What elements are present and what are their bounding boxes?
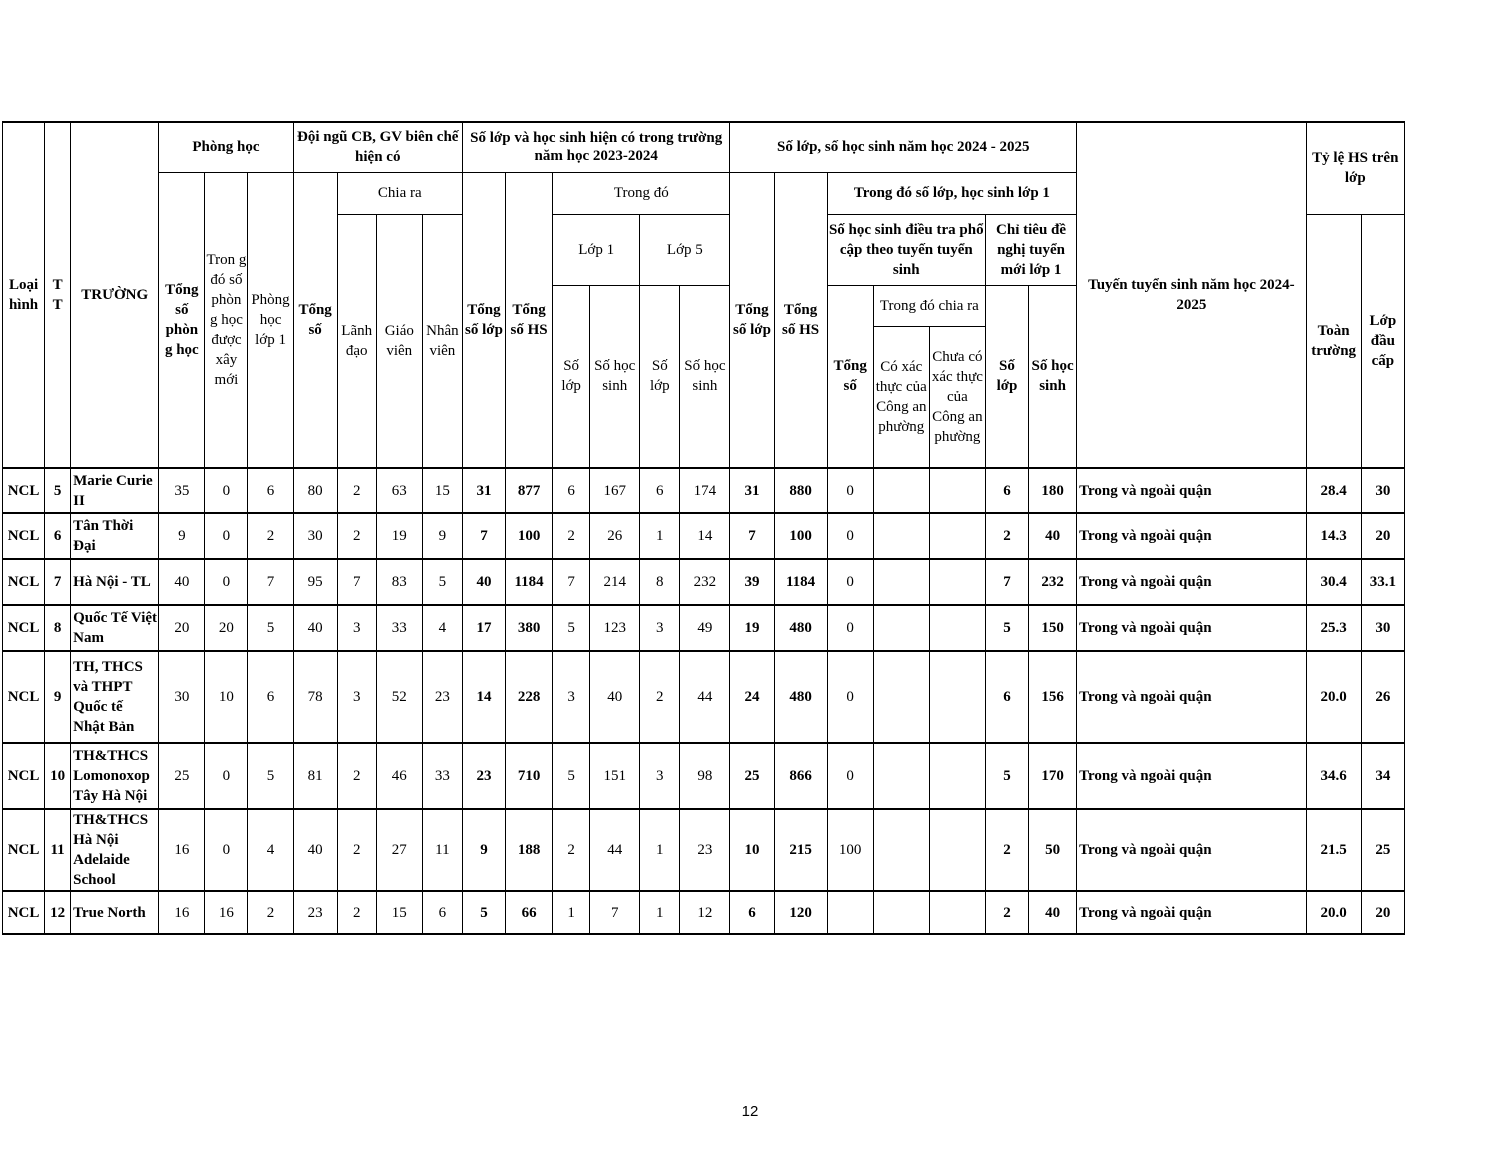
cell-tong-hs: 100 xyxy=(506,513,553,559)
cell-tong-phong: 40 xyxy=(159,559,205,605)
cell-tong-hs-2: 215 xyxy=(774,809,827,891)
cell-truong: TH&THCS Hà Nội Adelaide School xyxy=(71,809,159,891)
cell-xay-moi: 0 xyxy=(205,559,248,605)
cell-doi-ngu-tong: 81 xyxy=(293,743,337,809)
header-dt-tong-so: Tổng số xyxy=(827,285,873,468)
cell-tt: 11 xyxy=(45,809,71,891)
cell-l5-so-hs: 49 xyxy=(680,605,730,651)
cell-tong-hs-2: 100 xyxy=(774,513,827,559)
cell-lanh-dao: 3 xyxy=(337,651,376,743)
cell-lanh-dao: 2 xyxy=(337,468,376,513)
cell-tong-hs: 1184 xyxy=(506,559,553,605)
school-enrollment-table xyxy=(2,121,1405,935)
cell-lanh-dao: 2 xyxy=(337,513,376,559)
table-row xyxy=(3,513,1405,559)
cell-ct-so-lop: 2 xyxy=(985,809,1028,891)
cell-nhan-vien: 4 xyxy=(422,605,462,651)
cell-toan-truong: 20.0 xyxy=(1306,891,1361,934)
cell-ct-so-hs: 40 xyxy=(1029,513,1077,559)
cell-xay-moi: 20 xyxy=(205,605,248,651)
cell-xay-moi: 16 xyxy=(205,891,248,934)
cell-l1-so-lop: 7 xyxy=(553,559,590,605)
cell-lop-dau-cap: 30 xyxy=(1361,468,1404,513)
header-lop-dau-cap: Lớp đầu cấp xyxy=(1361,214,1404,468)
header-chi-tieu: Chỉ tiêu đề nghị tuyển mới lớp 1 xyxy=(985,214,1076,285)
header-trong-do-chia-ra: Trong đó chia ra xyxy=(873,285,985,326)
cell-xay-moi: 0 xyxy=(205,809,248,891)
cell-l1-so-lop: 2 xyxy=(553,513,590,559)
cell-co-xac-thuc xyxy=(873,468,929,513)
cell-xay-moi: 10 xyxy=(205,651,248,743)
cell-nhan-vien: 6 xyxy=(422,891,462,934)
cell-l5-so-lop: 2 xyxy=(640,651,680,743)
cell-truong: Tân Thời Đại xyxy=(71,513,159,559)
cell-l1-so-lop: 6 xyxy=(553,468,590,513)
cell-loai-hinh: NCL xyxy=(3,513,45,559)
cell-giao-vien: 15 xyxy=(376,891,422,934)
cell-tt: 8 xyxy=(45,605,71,651)
cell-tong-phong: 35 xyxy=(159,468,205,513)
cell-lop-dau-cap: 20 xyxy=(1361,513,1404,559)
table-row xyxy=(3,559,1405,605)
cell-lop-dau-cap: 33.1 xyxy=(1361,559,1404,605)
cell-nhan-vien: 33 xyxy=(422,743,462,809)
header-loai-hinh: Loại hình xyxy=(3,122,45,468)
cell-tuyen: Trong và ngoài quận xyxy=(1077,605,1306,651)
header-trong-do-lop1: Trong đó số lớp, học sinh lớp 1 xyxy=(827,172,1077,214)
header-lop5: Lớp 5 xyxy=(640,214,730,285)
header-tong-so-phong-hoc: Tổng số phòn g học xyxy=(159,172,205,468)
cell-tuyen: Trong và ngoài quận xyxy=(1077,559,1306,605)
page-number: 12 xyxy=(741,1103,759,1120)
cell-lop-dau-cap: 26 xyxy=(1361,651,1404,743)
cell-ct-so-hs: 180 xyxy=(1029,468,1077,513)
cell-phong-lop1: 7 xyxy=(248,559,293,605)
cell-l1-so-hs: 40 xyxy=(590,651,640,743)
header-trong-do: Trong đó xyxy=(553,172,730,214)
cell-doi-ngu-tong: 80 xyxy=(293,468,337,513)
cell-co-xac-thuc xyxy=(873,809,929,891)
cell-lanh-dao: 2 xyxy=(337,891,376,934)
cell-dt-tong: 0 xyxy=(827,605,873,651)
cell-l5-so-lop: 1 xyxy=(640,809,680,891)
cell-phong-lop1: 2 xyxy=(248,513,293,559)
cell-chua-xac-thuc xyxy=(929,559,985,605)
cell-tong-phong: 30 xyxy=(159,651,205,743)
cell-truong: TH&THCS Lomonoxop Tây Hà Nội xyxy=(71,743,159,809)
cell-tong-hs-2: 880 xyxy=(774,468,827,513)
cell-co-xac-thuc xyxy=(873,559,929,605)
header-doi-ngu: Đội ngũ CB, GV biên chế hiện có xyxy=(293,122,462,172)
cell-tong-lop: 14 xyxy=(462,651,505,743)
cell-doi-ngu-tong: 78 xyxy=(293,651,337,743)
cell-tong-phong: 20 xyxy=(159,605,205,651)
cell-dt-tong: 0 xyxy=(827,559,873,605)
cell-chua-xac-thuc xyxy=(929,605,985,651)
cell-l5-so-hs: 23 xyxy=(680,809,730,891)
table-row xyxy=(3,651,1405,743)
header-doi-ngu-tong-so: Tổng số xyxy=(293,172,337,468)
cell-tong-phong: 25 xyxy=(159,743,205,809)
cell-tong-lop: 9 xyxy=(462,809,505,891)
table-row xyxy=(3,605,1405,651)
cell-tong-phong: 16 xyxy=(159,809,205,891)
cell-nhan-vien: 23 xyxy=(422,651,462,743)
header-l5-so-lop: Số lớp xyxy=(640,285,680,468)
cell-tong-lop: 5 xyxy=(462,891,505,934)
header-chia-ra: Chia ra xyxy=(337,172,462,214)
cell-tuyen: Trong và ngoài quận xyxy=(1077,513,1306,559)
cell-toan-truong: 30.4 xyxy=(1306,559,1361,605)
cell-l1-so-hs: 151 xyxy=(590,743,640,809)
cell-tong-lop-2: 7 xyxy=(730,513,774,559)
cell-tt: 5 xyxy=(45,468,71,513)
cell-tong-hs-2: 1184 xyxy=(774,559,827,605)
cell-ct-so-hs: 232 xyxy=(1029,559,1077,605)
cell-phong-lop1: 6 xyxy=(248,468,293,513)
cell-ct-so-lop: 5 xyxy=(985,743,1028,809)
cell-phong-lop1: 4 xyxy=(248,809,293,891)
cell-l5-so-lop: 8 xyxy=(640,559,680,605)
cell-truong: Quốc Tế Việt Nam xyxy=(71,605,159,651)
cell-toan-truong: 21.5 xyxy=(1306,809,1361,891)
cell-doi-ngu-tong: 40 xyxy=(293,809,337,891)
cell-tong-hs-2: 866 xyxy=(774,743,827,809)
cell-dt-tong xyxy=(827,891,873,934)
cell-giao-vien: 83 xyxy=(376,559,422,605)
header-giao-vien: Giáo viên xyxy=(376,214,422,468)
header-so-lop-2024: Số lớp, số học sinh năm học 2024 - 2025 xyxy=(730,122,1077,172)
cell-loai-hinh: NCL xyxy=(3,891,45,934)
cell-l5-so-lop: 1 xyxy=(640,513,680,559)
header-l1-so-lop: Số lớp xyxy=(553,285,590,468)
cell-nhan-vien: 11 xyxy=(422,809,462,891)
cell-tt: 7 xyxy=(45,559,71,605)
cell-lanh-dao: 3 xyxy=(337,605,376,651)
cell-tt: 6 xyxy=(45,513,71,559)
header-so-lop-hien-co: Số lớp và học sinh hiện có trong trường năm học 2023-2024 xyxy=(462,122,730,172)
cell-lanh-dao: 2 xyxy=(337,743,376,809)
cell-tong-lop: 7 xyxy=(462,513,505,559)
cell-loai-hinh: NCL xyxy=(3,605,45,651)
cell-l1-so-lop: 1 xyxy=(553,891,590,934)
cell-loai-hinh: NCL xyxy=(3,651,45,743)
cell-loai-hinh: NCL xyxy=(3,809,45,891)
cell-lanh-dao: 2 xyxy=(337,809,376,891)
cell-loai-hinh: NCL xyxy=(3,559,45,605)
cell-doi-ngu-tong: 40 xyxy=(293,605,337,651)
cell-toan-truong: 14.3 xyxy=(1306,513,1361,559)
cell-giao-vien: 19 xyxy=(376,513,422,559)
header-ct-so-lop: Số lớp xyxy=(985,285,1028,468)
cell-l5-so-lop: 3 xyxy=(640,743,680,809)
cell-loai-hinh: NCL xyxy=(3,743,45,809)
cell-truong: Marie Curie II xyxy=(71,468,159,513)
cell-chua-xac-thuc xyxy=(929,743,985,809)
cell-giao-vien: 46 xyxy=(376,743,422,809)
cell-l5-so-lop: 6 xyxy=(640,468,680,513)
cell-tong-lop-2: 24 xyxy=(730,651,774,743)
header-ty-le: Tỷ lệ HS trên lớp xyxy=(1306,122,1404,214)
cell-doi-ngu-tong: 95 xyxy=(293,559,337,605)
cell-tt: 10 xyxy=(45,743,71,809)
cell-tong-lop: 23 xyxy=(462,743,505,809)
cell-l1-so-lop: 3 xyxy=(553,651,590,743)
cell-xay-moi: 0 xyxy=(205,513,248,559)
header-l1-so-hs: Số học sinh xyxy=(590,285,640,468)
cell-phong-lop1: 5 xyxy=(248,743,293,809)
cell-tong-lop: 17 xyxy=(462,605,505,651)
cell-co-xac-thuc xyxy=(873,513,929,559)
cell-chua-xac-thuc xyxy=(929,891,985,934)
cell-tong-lop-2: 39 xyxy=(730,559,774,605)
cell-l1-so-lop: 5 xyxy=(553,605,590,651)
header-so-hs-dieu-tra: Số học sinh điều tra phổ cập theo tuyến tuyển sinh xyxy=(827,214,985,285)
cell-chua-xac-thuc xyxy=(929,468,985,513)
cell-lop-dau-cap: 25 xyxy=(1361,809,1404,891)
cell-xay-moi: 0 xyxy=(205,743,248,809)
cell-tong-hs: 710 xyxy=(506,743,553,809)
cell-giao-vien: 27 xyxy=(376,809,422,891)
cell-loai-hinh: NCL xyxy=(3,468,45,513)
cell-doi-ngu-tong: 30 xyxy=(293,513,337,559)
cell-tong-hs: 877 xyxy=(506,468,553,513)
cell-ct-so-lop: 6 xyxy=(985,651,1028,743)
cell-l5-so-hs: 14 xyxy=(680,513,730,559)
header-tong-so-hs-2: Tổng số HS xyxy=(774,172,827,468)
cell-l5-so-hs: 98 xyxy=(680,743,730,809)
header-toan-truong: Toàn trường xyxy=(1306,214,1361,468)
header-tong-so-lop-2: Tổng số lớp xyxy=(730,172,774,468)
cell-dt-tong: 0 xyxy=(827,513,873,559)
cell-lop-dau-cap: 20 xyxy=(1361,891,1404,934)
cell-tong-hs-2: 480 xyxy=(774,651,827,743)
cell-toan-truong: 20.0 xyxy=(1306,651,1361,743)
table-row xyxy=(3,809,1405,891)
cell-truong: TH, THCS và THPT Quốc tế Nhật Bản xyxy=(71,651,159,743)
header-phong-hoc: Phòng học xyxy=(159,122,293,172)
cell-ct-so-lop: 5 xyxy=(985,605,1028,651)
cell-lop-dau-cap: 30 xyxy=(1361,605,1404,651)
cell-xay-moi: 0 xyxy=(205,468,248,513)
cell-dt-tong: 0 xyxy=(827,468,873,513)
cell-nhan-vien: 5 xyxy=(422,559,462,605)
table-row xyxy=(3,743,1405,809)
cell-phong-lop1: 2 xyxy=(248,891,293,934)
cell-l1-so-hs: 26 xyxy=(590,513,640,559)
cell-l1-so-hs: 123 xyxy=(590,605,640,651)
cell-truong: True North xyxy=(71,891,159,934)
cell-toan-truong: 25.3 xyxy=(1306,605,1361,651)
cell-tuyen: Trong và ngoài quận xyxy=(1077,809,1306,891)
cell-tuyen: Trong và ngoài quận xyxy=(1077,743,1306,809)
header-tuyen: Tuyến tuyển sinh năm học 2024-2025 xyxy=(1077,122,1306,468)
cell-truong: Hà Nội - TL xyxy=(71,559,159,605)
cell-tong-lop-2: 10 xyxy=(730,809,774,891)
cell-tong-hs: 380 xyxy=(506,605,553,651)
cell-tong-lop-2: 6 xyxy=(730,891,774,934)
cell-l1-so-hs: 7 xyxy=(590,891,640,934)
cell-giao-vien: 33 xyxy=(376,605,422,651)
table-header xyxy=(3,122,1405,468)
cell-dt-tong: 100 xyxy=(827,809,873,891)
cell-tong-lop-2: 19 xyxy=(730,605,774,651)
cell-tong-lop-2: 31 xyxy=(730,468,774,513)
cell-doi-ngu-tong: 23 xyxy=(293,891,337,934)
cell-tong-hs: 188 xyxy=(506,809,553,891)
cell-dt-tong: 0 xyxy=(827,651,873,743)
cell-tt: 9 xyxy=(45,651,71,743)
cell-ct-so-lop: 6 xyxy=(985,468,1028,513)
header-xay-moi: Tron g đó số phòn g học được xây mới xyxy=(205,172,248,468)
cell-tong-phong: 9 xyxy=(159,513,205,559)
cell-ct-so-hs: 156 xyxy=(1029,651,1077,743)
cell-l1-so-lop: 2 xyxy=(553,809,590,891)
cell-toan-truong: 28.4 xyxy=(1306,468,1361,513)
header-chua-xac-thuc: Chưa có xác thực của Công an phường xyxy=(929,326,985,468)
header-co-xac-thuc: Có xác thực của Công an phường xyxy=(873,326,929,468)
cell-tuyen: Trong và ngoài quận xyxy=(1077,468,1306,513)
cell-l5-so-lop: 1 xyxy=(640,891,680,934)
cell-ct-so-lop: 2 xyxy=(985,513,1028,559)
cell-phong-lop1: 6 xyxy=(248,651,293,743)
cell-l5-so-hs: 232 xyxy=(680,559,730,605)
table-body xyxy=(3,468,1405,934)
cell-tong-lop: 40 xyxy=(462,559,505,605)
cell-chua-xac-thuc xyxy=(929,809,985,891)
cell-ct-so-lop: 2 xyxy=(985,891,1028,934)
cell-tuyen: Trong và ngoài quận xyxy=(1077,651,1306,743)
cell-ct-so-hs: 150 xyxy=(1029,605,1077,651)
cell-lop-dau-cap: 34 xyxy=(1361,743,1404,809)
cell-lanh-dao: 7 xyxy=(337,559,376,605)
cell-l1-so-lop: 5 xyxy=(553,743,590,809)
cell-toan-truong: 34.6 xyxy=(1306,743,1361,809)
table-row xyxy=(3,468,1405,513)
cell-dt-tong: 0 xyxy=(827,743,873,809)
header-tt: T T xyxy=(45,122,71,468)
cell-co-xac-thuc xyxy=(873,605,929,651)
cell-l5-so-hs: 12 xyxy=(680,891,730,934)
cell-l1-so-hs: 44 xyxy=(590,809,640,891)
header-lop1: Lớp 1 xyxy=(553,214,640,285)
cell-giao-vien: 52 xyxy=(376,651,422,743)
cell-phong-lop1: 5 xyxy=(248,605,293,651)
cell-tong-hs: 228 xyxy=(506,651,553,743)
cell-tong-lop: 31 xyxy=(462,468,505,513)
cell-co-xac-thuc xyxy=(873,891,929,934)
cell-chua-xac-thuc xyxy=(929,513,985,559)
header-lanh-dao: Lãnh đạo xyxy=(337,214,376,468)
cell-tuyen: Trong và ngoài quận xyxy=(1077,891,1306,934)
cell-co-xac-thuc xyxy=(873,651,929,743)
header-l5-so-hs: Số học sinh xyxy=(680,285,730,468)
cell-l5-so-hs: 174 xyxy=(680,468,730,513)
table-row xyxy=(3,891,1405,934)
header-tong-so-lop: Tổng số lớp xyxy=(462,172,505,468)
header-tong-so-hs: Tổng số HS xyxy=(506,172,553,468)
cell-l1-so-hs: 214 xyxy=(590,559,640,605)
cell-tt: 12 xyxy=(45,891,71,934)
cell-ct-so-lop: 7 xyxy=(985,559,1028,605)
cell-tong-phong: 16 xyxy=(159,891,205,934)
cell-ct-so-hs: 50 xyxy=(1029,809,1077,891)
cell-tong-hs: 66 xyxy=(506,891,553,934)
cell-l1-so-hs: 167 xyxy=(590,468,640,513)
cell-nhan-vien: 15 xyxy=(422,468,462,513)
cell-chua-xac-thuc xyxy=(929,651,985,743)
cell-tong-hs-2: 120 xyxy=(774,891,827,934)
cell-tong-hs-2: 480 xyxy=(774,605,827,651)
header-nhan-vien: Nhân viên xyxy=(422,214,462,468)
header-truong: TRƯỜNG xyxy=(71,122,159,468)
cell-co-xac-thuc xyxy=(873,743,929,809)
cell-nhan-vien: 9 xyxy=(422,513,462,559)
cell-ct-so-hs: 170 xyxy=(1029,743,1077,809)
cell-ct-so-hs: 40 xyxy=(1029,891,1077,934)
header-ct-so-hs: Số học sinh xyxy=(1029,285,1077,468)
cell-giao-vien: 63 xyxy=(376,468,422,513)
cell-tong-lop-2: 25 xyxy=(730,743,774,809)
cell-l5-so-lop: 3 xyxy=(640,605,680,651)
header-phong-hoc-lop1: Phòng học lớp 1 xyxy=(248,172,293,468)
cell-l5-so-hs: 44 xyxy=(680,651,730,743)
